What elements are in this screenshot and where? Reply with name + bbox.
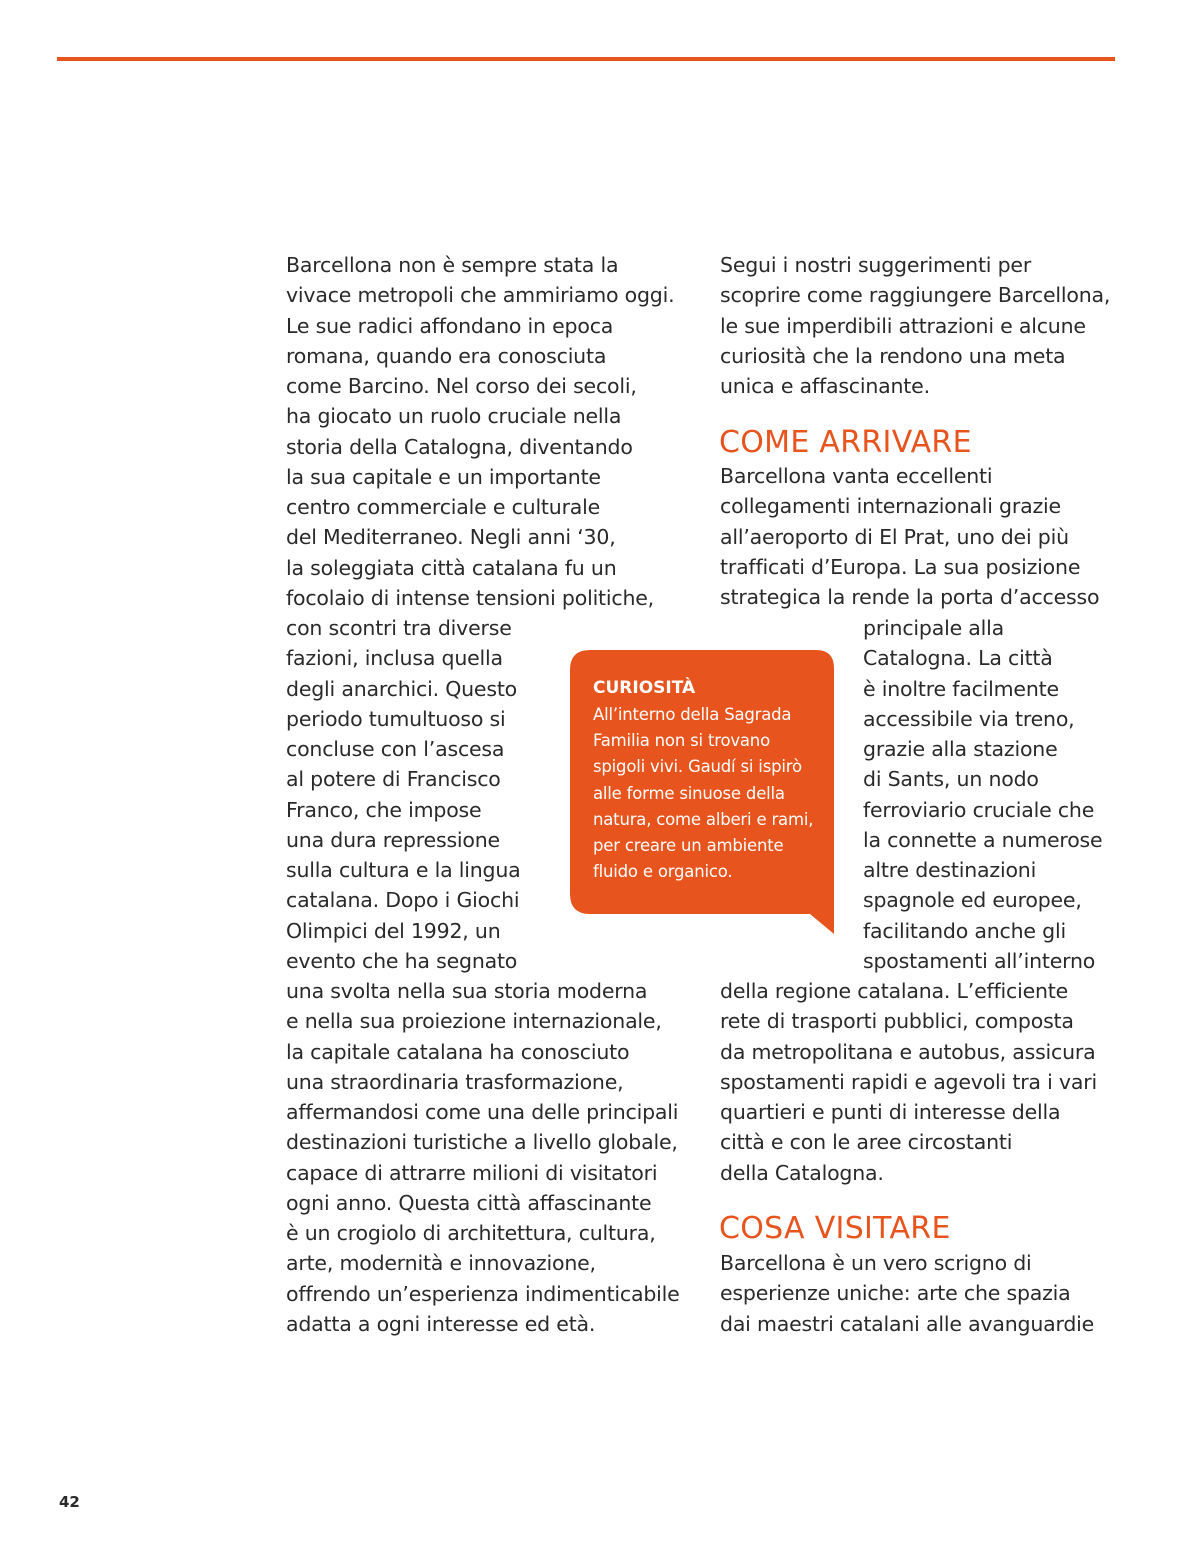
text-line: la sua capitale e un importante (286, 464, 601, 489)
text-line: facilitando anche gli (863, 918, 1066, 943)
text-line: spagnole ed europee, (863, 888, 1082, 913)
text-line: le sue imperdibili attrazioni e alcune (720, 313, 1086, 338)
text-line: grazie alla stazione (863, 737, 1058, 761)
text-line: focolaio di intense tensioni politiche, (286, 585, 654, 610)
text-line: degli anarchici. Questo (286, 676, 517, 701)
text-line: Familia non si trovano (593, 731, 770, 751)
text-line: della Catalogna. (720, 1160, 884, 1185)
left-column-paragraph-bottom (286, 976, 680, 1339)
text-line: di Sants, un nodo (863, 767, 1039, 792)
page-number: 42 (59, 1493, 80, 1511)
text-line: Barcellona non è sempre stata la (286, 253, 619, 277)
text-line: principale alla (863, 616, 1005, 640)
text-line: Barcellona vanta eccellenti (720, 464, 993, 488)
text-line: la connette a numerose (863, 827, 1103, 852)
text-line: natura, come alberi e rami, (593, 809, 814, 829)
text-line: quartieri e punti di interesse della (720, 1100, 1061, 1124)
text-line: spostamenti all’interno (863, 948, 1096, 973)
curiosita-callout (570, 650, 836, 936)
text-line: centro commerciale e culturale (286, 495, 601, 519)
text-line: strategica la rende la porta d’accesso (720, 585, 1100, 609)
text-line: altre destinazioni (863, 858, 1037, 882)
text-line: concluse con l’ascesa (286, 737, 505, 761)
text-line: rete di trasporti pubblici, composta (720, 1009, 1074, 1034)
text-line: dai maestri catalani alle avanguardie (720, 1311, 1095, 1336)
text-line: Olimpici del 1992, un (286, 918, 501, 943)
text-line: ogni anno. Questa città affascinante (286, 1190, 652, 1215)
text-line: Barcellona è un vero scrigno di (720, 1251, 1032, 1275)
text-line: trafficati d’Europa. La sua posizione (720, 554, 1081, 579)
heading-cosa-visitare: COSA VISITARE (719, 1211, 951, 1246)
text-line: alle forme sinuose della (593, 783, 785, 803)
text-line: unica e affascinante. (720, 374, 930, 398)
text-line: sulla cultura e la lingua (286, 858, 521, 882)
text-line: della regione catalana. L’efficiente (720, 979, 1069, 1003)
text-line: arte, modernità e innovazione, (286, 1251, 596, 1276)
text-line: Franco, che impose (286, 797, 482, 822)
top-rule (57, 57, 1115, 61)
text-line: ferroviario cruciale che (863, 797, 1095, 822)
arrivare-paragraph-bottom (720, 976, 1097, 1188)
text-line: una straordinaria trasformazione, (286, 1069, 624, 1094)
text-line: collegamenti internazionali grazie (720, 494, 1061, 519)
text-line: e nella sua proiezione internazionale, (286, 1009, 662, 1034)
text-line: da metropolitana e autobus, assicura (720, 1039, 1096, 1064)
text-line: storia della Catalogna, diventando (286, 434, 633, 459)
left-column-paragraph-narrow (286, 613, 521, 976)
text-line: accessibile via treno, (863, 706, 1075, 731)
text-line: Segui i nostri suggerimenti per (720, 253, 1032, 277)
text-line: la soleggiata città catalana fu un (286, 555, 617, 580)
callout-text (593, 702, 813, 885)
text-line: una dura repressione (286, 827, 500, 852)
text-line: all’aeroporto di El Prat, uno dei più (720, 524, 1069, 549)
arrivare-paragraph-narrow (863, 613, 1102, 976)
arrivare-paragraph-top (720, 461, 1099, 612)
text-line: offrendo un’esperienza indimenticabile (286, 1281, 680, 1306)
text-line: come Barcino. Nel corso dei secoli, (286, 374, 637, 398)
text-line: periodo tumultuoso si (286, 706, 506, 731)
text-line: spigoli vivi. Gaudí si ispirò (593, 757, 802, 777)
text-line: fluido e organico. (593, 862, 733, 882)
text-line: evento che ha segnato (286, 948, 518, 973)
text-line: città e con le aree circostanti (720, 1130, 1013, 1155)
right-column-intro (720, 250, 1110, 401)
text-line: fazioni, inclusa quella (286, 646, 503, 671)
text-line: vivace metropoli che ammiriamo oggi. (286, 283, 675, 308)
text-line: affermandosi come una delle principali (286, 1100, 679, 1124)
text-line: All’interno della Sagrada (593, 705, 792, 724)
text-line: è un crogiolo di architettura, cultura, (286, 1221, 656, 1245)
text-line: adatta a ogni interesse ed età. (286, 1311, 596, 1336)
text-line: ha giocato un ruolo cruciale nella (286, 404, 622, 429)
text-line: curiosità che la rendono una meta (720, 343, 1066, 368)
text-line: Catalogna. La città (863, 646, 1053, 671)
text-line: è inoltre facilmente (863, 676, 1059, 701)
text-line: una svolta nella sua storia moderna (286, 979, 648, 1003)
text-line: capace di attrarre milioni di visitatori (286, 1160, 658, 1185)
heading-come-arrivare: COME ARRIVARE (719, 425, 972, 460)
callout-title: CURIOSITÀ (593, 678, 696, 698)
text-line: la capitale catalana ha conosciuto (286, 1039, 630, 1064)
text-line: catalana. Dopo i Giochi (286, 888, 520, 913)
text-line: con scontri tra diverse (286, 616, 512, 640)
text-line: romana, quando era conosciuta (286, 343, 607, 368)
text-line: esperienze uniche: arte che spazia (720, 1281, 1071, 1306)
text-line: destinazioni turistiche a livello globale, (286, 1130, 678, 1155)
visitare-paragraph (720, 1248, 1094, 1339)
left-column-paragraph-top (286, 250, 674, 613)
text-line: per creare un ambiente (593, 835, 784, 855)
text-line: spostamenti rapidi e agevoli tra i vari (720, 1069, 1097, 1094)
text-line: Le sue radici affondano in epoca (286, 313, 614, 338)
text-line: scoprire come raggiungere Barcellona, (720, 283, 1111, 308)
text-line: al potere di Francisco (286, 767, 501, 792)
text-line: del Mediterraneo. Negli anni ‘30, (286, 525, 616, 550)
